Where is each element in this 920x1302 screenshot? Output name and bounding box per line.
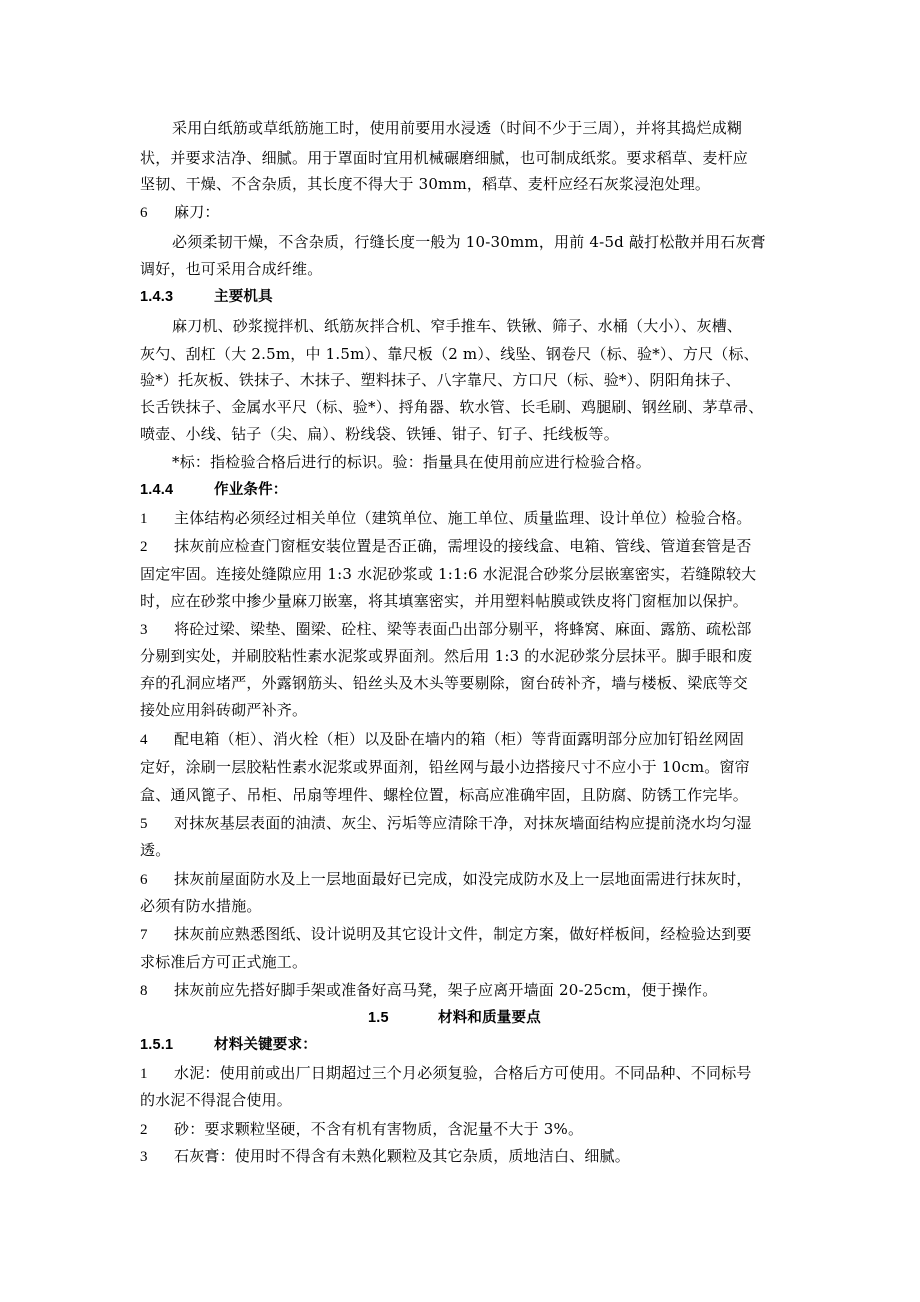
- item-number: 3: [140, 622, 148, 638]
- item-text: 抹灰前应先搭好脚手架或准备好高马凳，架子应离开墙面 20-25cm，便于操作。: [174, 981, 718, 999]
- item-number: 3: [140, 1149, 148, 1165]
- item-number: 2: [140, 539, 148, 555]
- paragraph-line: 麻刀机、砂浆搅拌机、纸筋灰拌合机、窄手推车、铁锹、筛子、水桶（大小）、灰槽、: [172, 317, 743, 335]
- paragraph-line: 验*）托灰板、铁抹子、木抹子、塑料抹子、八字靠尺、方口尺（标、验*）、阴阳角抹子、: [140, 371, 741, 389]
- section-number: 1.5: [368, 1010, 389, 1026]
- list-item: [140, 924, 752, 945]
- section-number: 1.5.1: [140, 1037, 174, 1053]
- item-number: 4: [140, 732, 148, 748]
- section-heading: [140, 287, 273, 307]
- section-number: 1.4.3: [140, 289, 174, 305]
- item-number: 1: [140, 511, 148, 527]
- paragraph-line: 必须柔韧干燥，不含杂质，行缝长度一般为 10-30mm，用前 4-5d 敲打松散并用石灰膏: [172, 233, 766, 251]
- paragraph-line: 调好，也可采用合成纤维。: [140, 260, 323, 278]
- item-text: 对抹灰基层表面的油渍、灰尘、污垢等应清除干净，对抹灰墙面结构应提前浇水均匀湿: [174, 814, 752, 832]
- list-item: [140, 508, 752, 529]
- item-number: 1: [140, 1066, 148, 1082]
- item-title: 麻刀：: [174, 203, 220, 221]
- paragraph-line: 灰勺、刮杠（大 2.5m，中 1.5m）、靠尺板（2 m）、线坠、钢卷尺（标、验*）、方尺（标、: [140, 345, 759, 363]
- item-number: 5: [140, 816, 148, 832]
- section-heading: [140, 480, 288, 500]
- item-text: 将砼过梁、梁垫、圈梁、砼柱、梁等表面凸出部分剔平，将蜂窝、麻面、露筋、疏松部: [174, 620, 752, 638]
- paragraph-line: 定好，涂刷一层胶粘性素水泥浆或界面剂，铅丝网与最小边搭接尺寸不应小于 10cm。窗帘: [140, 758, 750, 776]
- paragraph-line: 接处应用斜砖砌严补齐。: [140, 701, 308, 719]
- paragraph-line: *标：指检验合格后进行的标识。验：指量具在使用前应进行检验合格。: [172, 453, 651, 471]
- item-text: 石灰膏：使用时不得含有未熟化颗粒及其它杂质，质地洁白、细腻。: [174, 1147, 631, 1165]
- item-text: 配电箱（柜）、消火栓（柜）以及卧在墙内的箱（柜）等背面露明部分应加钉铅丝网固: [174, 730, 745, 748]
- section-title: 作业条件：: [214, 482, 288, 498]
- paragraph-line: 透。: [140, 841, 171, 859]
- item-number: 2: [140, 1122, 148, 1138]
- list-item: [140, 729, 744, 750]
- item-number: 8: [140, 983, 148, 999]
- item-number: 6: [140, 205, 148, 221]
- list-item: [140, 536, 752, 557]
- paragraph-line: 弃的孔洞应堵严，外露钢筋头、铅丝头及木头等要剔除，窗台砖补齐，墙与楼板、梁底等交: [140, 674, 749, 692]
- section-title: 材料关键要求：: [214, 1037, 317, 1053]
- list-item-heading: [140, 202, 220, 223]
- section-heading: [140, 1035, 317, 1055]
- list-item: [140, 1146, 630, 1167]
- paragraph-line: 固定牢固。连接处缝隙应用 1:3 水泥砂浆或 1:1:6 水泥混合砂浆分层嵌塞密实，若缝隙较大: [140, 565, 757, 583]
- list-item: [140, 619, 752, 640]
- list-item: [140, 1063, 752, 1084]
- item-number: 7: [140, 927, 148, 943]
- section-title: 材料和质量要点: [438, 1010, 541, 1026]
- paragraph-line: 坚韧、干燥、不含杂质，其长度不得大于 30mm，稻草、麦杆应经石灰浆浸泡处理。: [140, 175, 711, 193]
- item-text: 水泥：使用前或出厂日期超过三个月必须复验，合格后方可使用。不同品种、不同标号: [174, 1064, 752, 1082]
- paragraph-line: 求标准后方可正式施工。: [140, 953, 308, 971]
- paragraph-line: 分剔到实处，并刷胶粘性素水泥浆或界面剂。然后用 1:3 的水泥砂浆分层抹平。脚手眼和废: [140, 647, 753, 665]
- section-heading: [368, 1008, 541, 1028]
- item-text: 主体结构必须经过相关单位（建筑单位、施工单位、质量监理、设计单位）检验合格。: [174, 509, 752, 527]
- item-number: 6: [140, 872, 148, 888]
- list-item: [140, 980, 717, 1001]
- paragraph-line: 的水泥不得混合使用。: [140, 1091, 293, 1109]
- paragraph-line: 采用白纸筋或草纸筋施工时，使用前要用水浸透（时间不少于三周），并将其捣烂成糊: [172, 119, 743, 137]
- list-item: [140, 1119, 583, 1140]
- section-title: 主要机具: [214, 289, 273, 305]
- paragraph-line: 必须有防水措施。: [140, 897, 262, 915]
- list-item: [140, 869, 752, 890]
- paragraph-line: 喷壶、小线、钻子（尖、扁）、粉线袋、铁锤、钳子、钉子、托线板等。: [140, 425, 619, 443]
- paragraph-line: 长舌铁抹子、金属水平尺（标、验*）、捋角器、软水管、长毛刷、鸡腿刷、钢丝刷、茅草帚、: [140, 398, 764, 416]
- section-number: 1.4.4: [140, 482, 174, 498]
- paragraph-line: 盒、通风篦子、吊柜、吊扇等埋件、螺栓位置，标高应准确牢固，且防腐、防锈工作完毕。: [140, 786, 749, 804]
- item-text: 抹灰前应检查门窗框安装位置是否正确，需埋设的接线盒、电箱、管线、管道套管是否: [174, 537, 752, 555]
- item-text: 抹灰前应熟悉图纸、设计说明及其它设计文件，制定方案，做好样板间，经检验达到要: [174, 925, 752, 943]
- list-item: [140, 813, 752, 834]
- paragraph-line: 时，应在砂浆中掺少量麻刀嵌塞，将其填塞密实，并用塑料帖膜或铁皮将门窗框加以保护。: [140, 592, 749, 610]
- paragraph-line: 状，并要求洁净、细腻。用于罩面时宜用机械碾磨细腻，也可制成纸浆。要求稻草、麦杆应: [140, 149, 749, 167]
- item-text: 抹灰前屋面防水及上一层地面最好已完成，如没完成防水及上一层地面需进行抹灰时，: [174, 870, 752, 888]
- item-text: 砂：要求颗粒坚硬，不含有机有害物质，含泥量不大于 3%。: [174, 1120, 584, 1138]
